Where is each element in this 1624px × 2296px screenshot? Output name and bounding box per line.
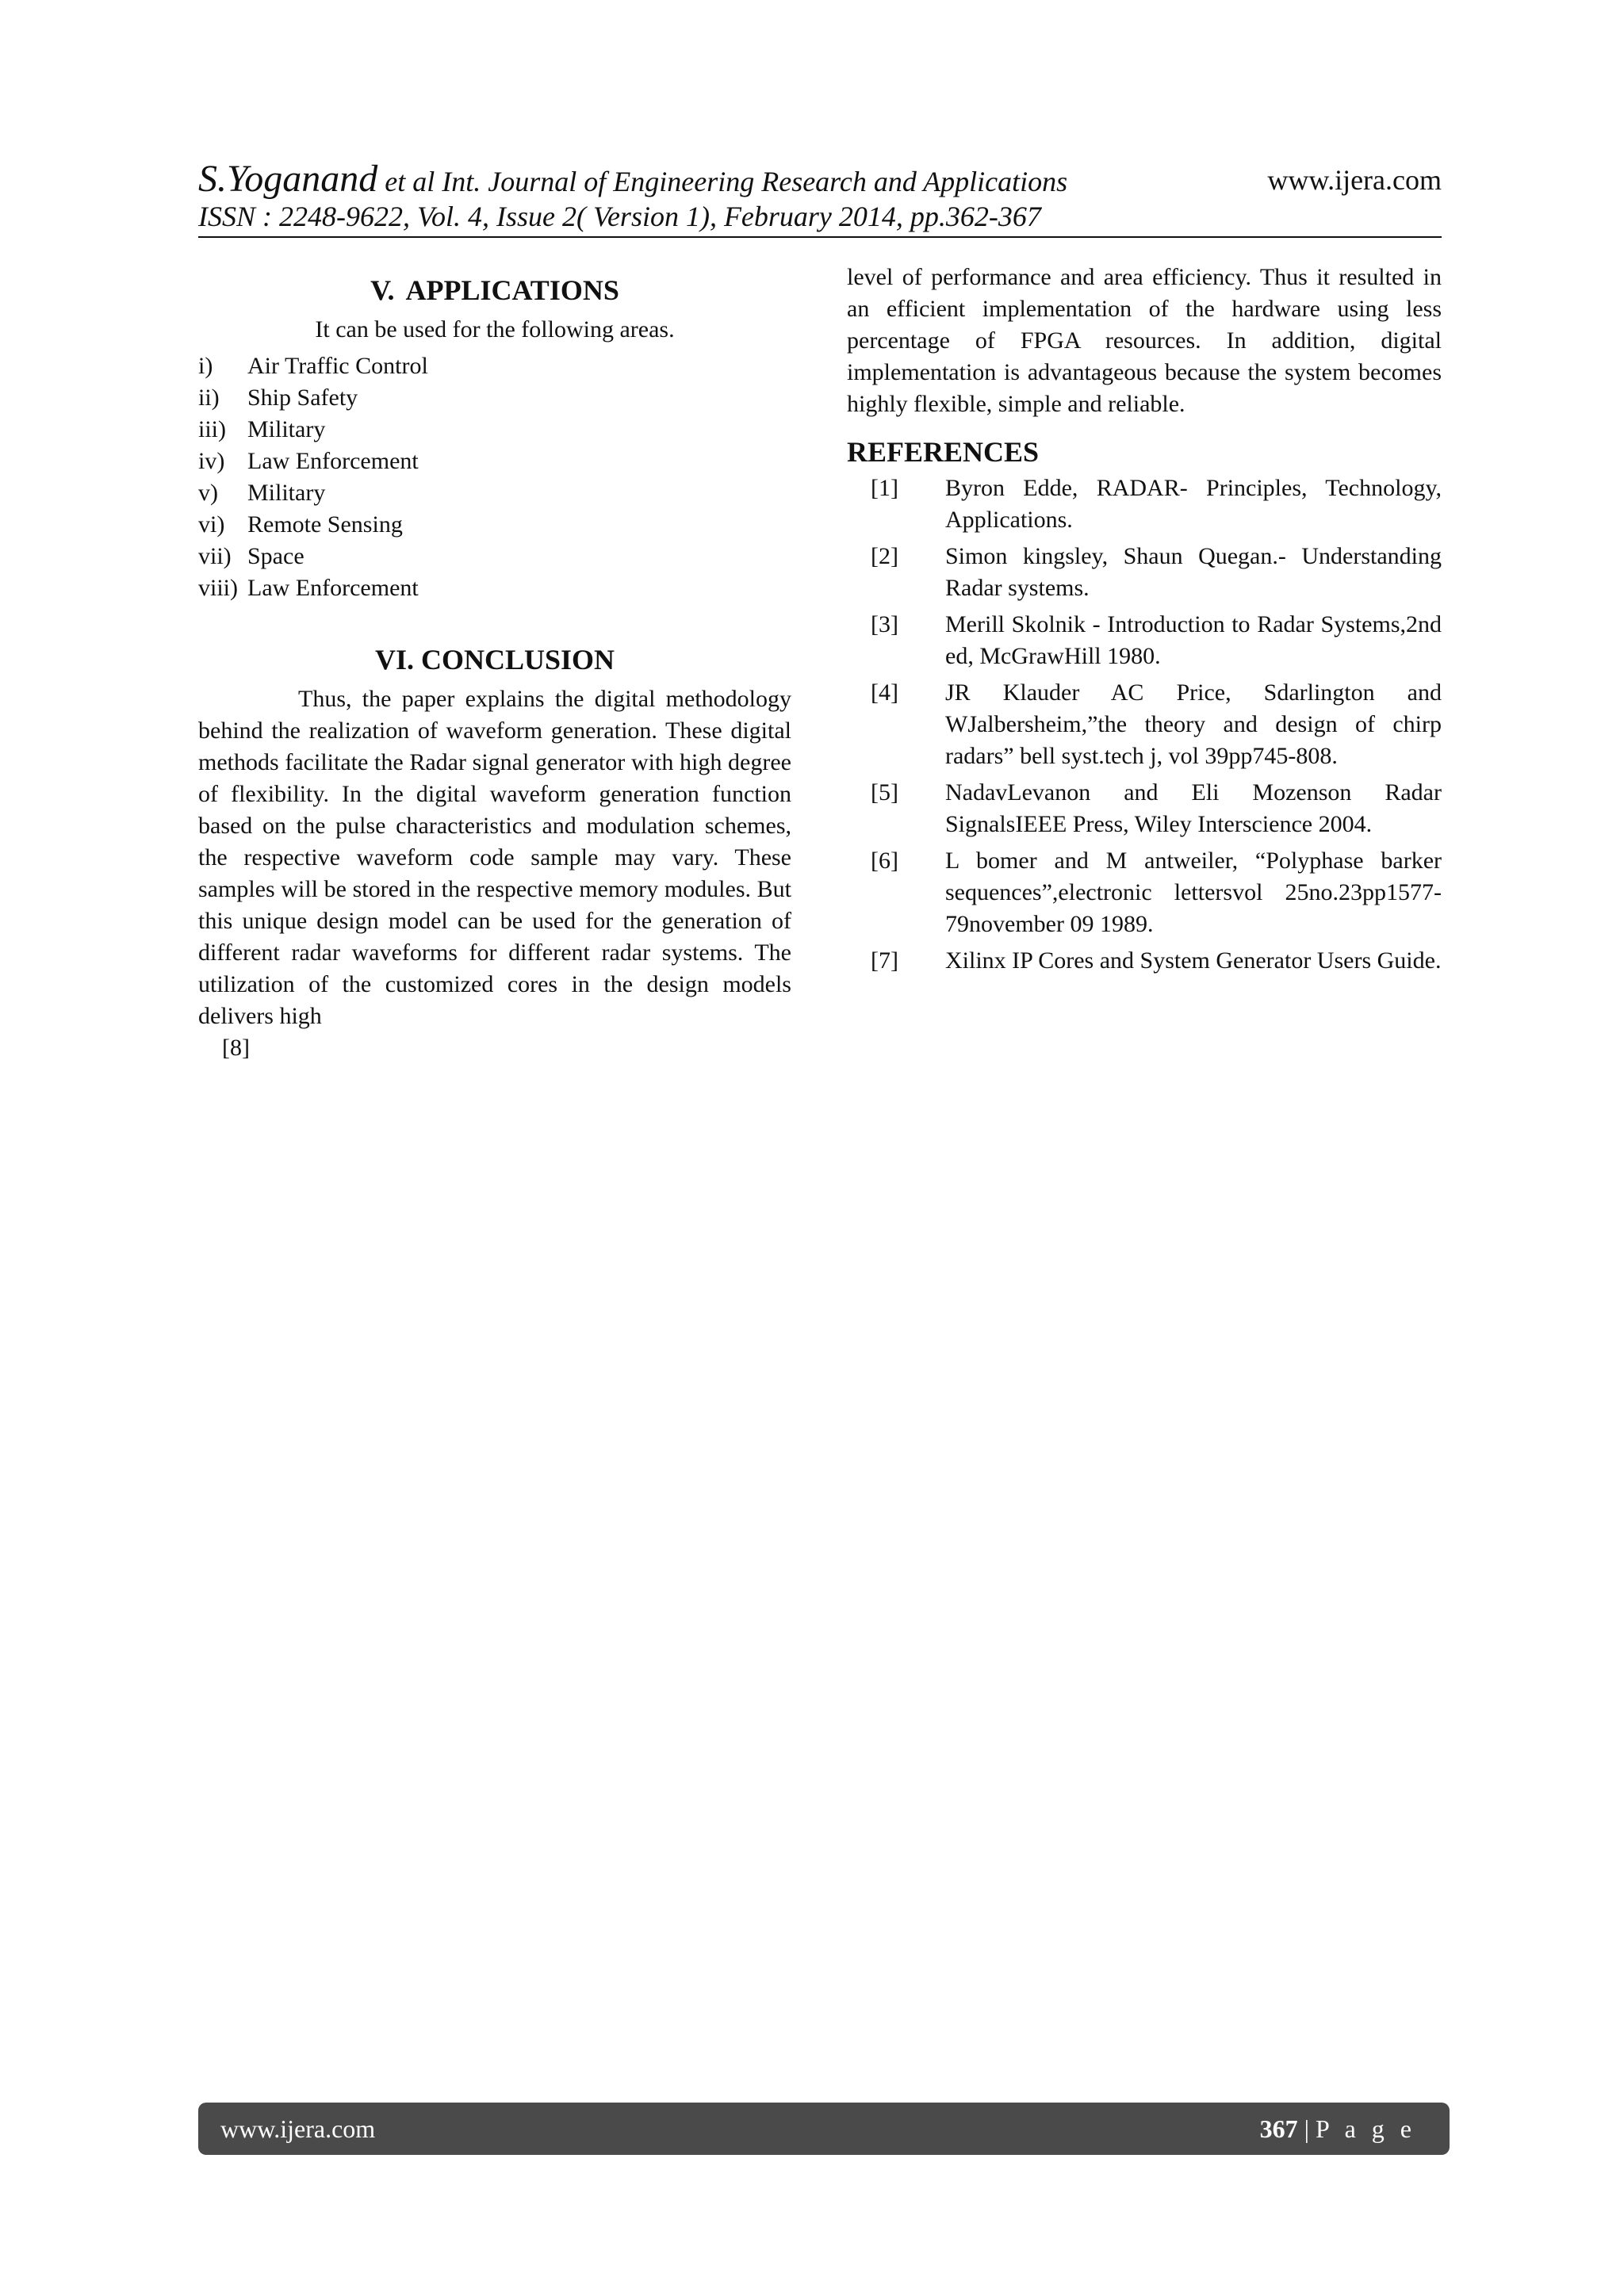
list-item-text: Remote Sensing: [247, 511, 403, 538]
reference-item: [847, 677, 1442, 772]
reference-text: Simon kingsley, Shaun Quegan.- Understanding Radar systems.: [945, 543, 1442, 601]
list-item-text: Air Traffic Control: [247, 353, 428, 379]
conclusion-paragraph: Thus, the paper explains the digital methodology behind the realization of waveform generation. These digital methods facilitate the Radar signal generator with high degree of flexibility. In the digital waveform generation function based on the pulse characteristics and modulation schemes, the respective waveform code sample may vary. These samples will be stored in the respective memory modules. But this unique design model can be used for the generation of different radar waveforms for different radar systems. The utilization of the customized cores in the design models delivers high: [198, 686, 791, 1029]
left-column: [198, 262, 791, 1064]
reference-number: [1]: [871, 475, 898, 501]
list-item-text: Military: [247, 480, 326, 506]
reference-text: L bomer and M antweiler, “Polyphase barker sequences”,electronic lettersvol 25no.23pp1577-79november 09 1989.: [945, 848, 1442, 937]
conclusion-heading: VI. CONCLUSION: [374, 644, 615, 675]
list-item-number: i): [198, 353, 213, 379]
list-item-number: viii): [198, 575, 238, 601]
footer-website: www.ijera.com: [220, 2114, 376, 2143]
header-author: S.Yoganand: [198, 158, 378, 200]
running-header: [198, 157, 1442, 205]
reference-number: [3]: [871, 611, 898, 637]
header-website: www.ijera.com: [1267, 164, 1442, 196]
reference-item: [847, 845, 1442, 940]
reference-number: [6]: [871, 848, 898, 874]
list-item-text: Law Enforcement: [247, 448, 419, 474]
list-item: [198, 509, 791, 541]
footer-page-number: 367: [1259, 2114, 1298, 2143]
references-heading: REFERENCES: [847, 436, 1040, 468]
reference-item: [847, 541, 1442, 604]
reference-item: [847, 473, 1442, 536]
stray-reference-label: [8]: [222, 1035, 250, 1061]
reference-number: [2]: [871, 543, 898, 569]
reference-text: Merill Skolnik - Introduction to Radar Systems,2nd ed, McGrawHill 1980.: [945, 611, 1442, 669]
reference-item: [847, 777, 1442, 840]
list-item: [198, 350, 791, 382]
list-item-text: Law Enforcement: [247, 575, 419, 601]
reference-item: [847, 945, 1442, 977]
list-item-text: Military: [247, 416, 326, 442]
list-item-number: vi): [198, 511, 225, 538]
header-journal: et al Int. Journal of Engineering Research and Applications: [377, 166, 1068, 197]
list-item-number: iv): [198, 448, 225, 474]
reference-text: NadavLevanon and Eli Mozenson Radar SignalsIEEE Press, Wiley Interscience 2004.: [945, 779, 1442, 837]
header-rule: [198, 236, 1442, 238]
references-list: [847, 473, 1442, 977]
reference-text: Xilinx IP Cores and System Generator Users Guide.: [945, 947, 1442, 974]
right-column: [847, 262, 1442, 982]
conclusion-continuation: level of performance and area efficiency. Thus it resulted in an efficient implementation of the hardware using less percentage of FPGA resources. In addition, digital implementation is advantageous because the system becomes highly flexible, simple and reliable.: [847, 264, 1442, 417]
reference-number: [4]: [871, 679, 898, 706]
list-item: [198, 414, 791, 446]
list-item-text: Space: [247, 543, 304, 569]
footer-page-indicator: [1260, 2114, 1416, 2144]
list-item: [198, 477, 791, 509]
footer-separator: |: [1297, 2114, 1316, 2143]
footer-page-label: P a g e: [1315, 2114, 1416, 2143]
applications-intro: It can be used for the following areas.: [315, 316, 675, 342]
reference-text: JR Klauder AC Price, Sdarlington and WJalbersheim,”the theory and design of chirp radars” bell syst.tech j, vol 39pp745-808.: [945, 679, 1442, 769]
reference-item: [847, 609, 1442, 672]
list-item-number: vii): [198, 543, 232, 569]
reference-number: [5]: [871, 779, 898, 806]
applications-heading: [198, 273, 791, 308]
applications-number: V.: [370, 274, 395, 306]
list-item: [198, 572, 791, 604]
list-item-text: Ship Safety: [247, 385, 358, 411]
header-issn: ISSN : 2248-9622, Vol. 4, Issue 2( Version 1), February 2014, pp.362-367: [198, 201, 1041, 232]
applications-list: [198, 350, 791, 604]
list-item-number: v): [198, 480, 218, 506]
list-item: [198, 446, 791, 477]
reference-text: Byron Edde, RADAR- Principles, Technology, Applications.: [945, 475, 1442, 533]
list-item: [198, 382, 791, 414]
page-footer: [198, 2103, 1450, 2155]
list-item-number: ii): [198, 385, 220, 411]
reference-number: [7]: [871, 947, 898, 974]
list-item-number: iii): [198, 416, 226, 442]
list-item: [198, 541, 791, 572]
applications-title: APPLICATIONS: [405, 274, 619, 306]
